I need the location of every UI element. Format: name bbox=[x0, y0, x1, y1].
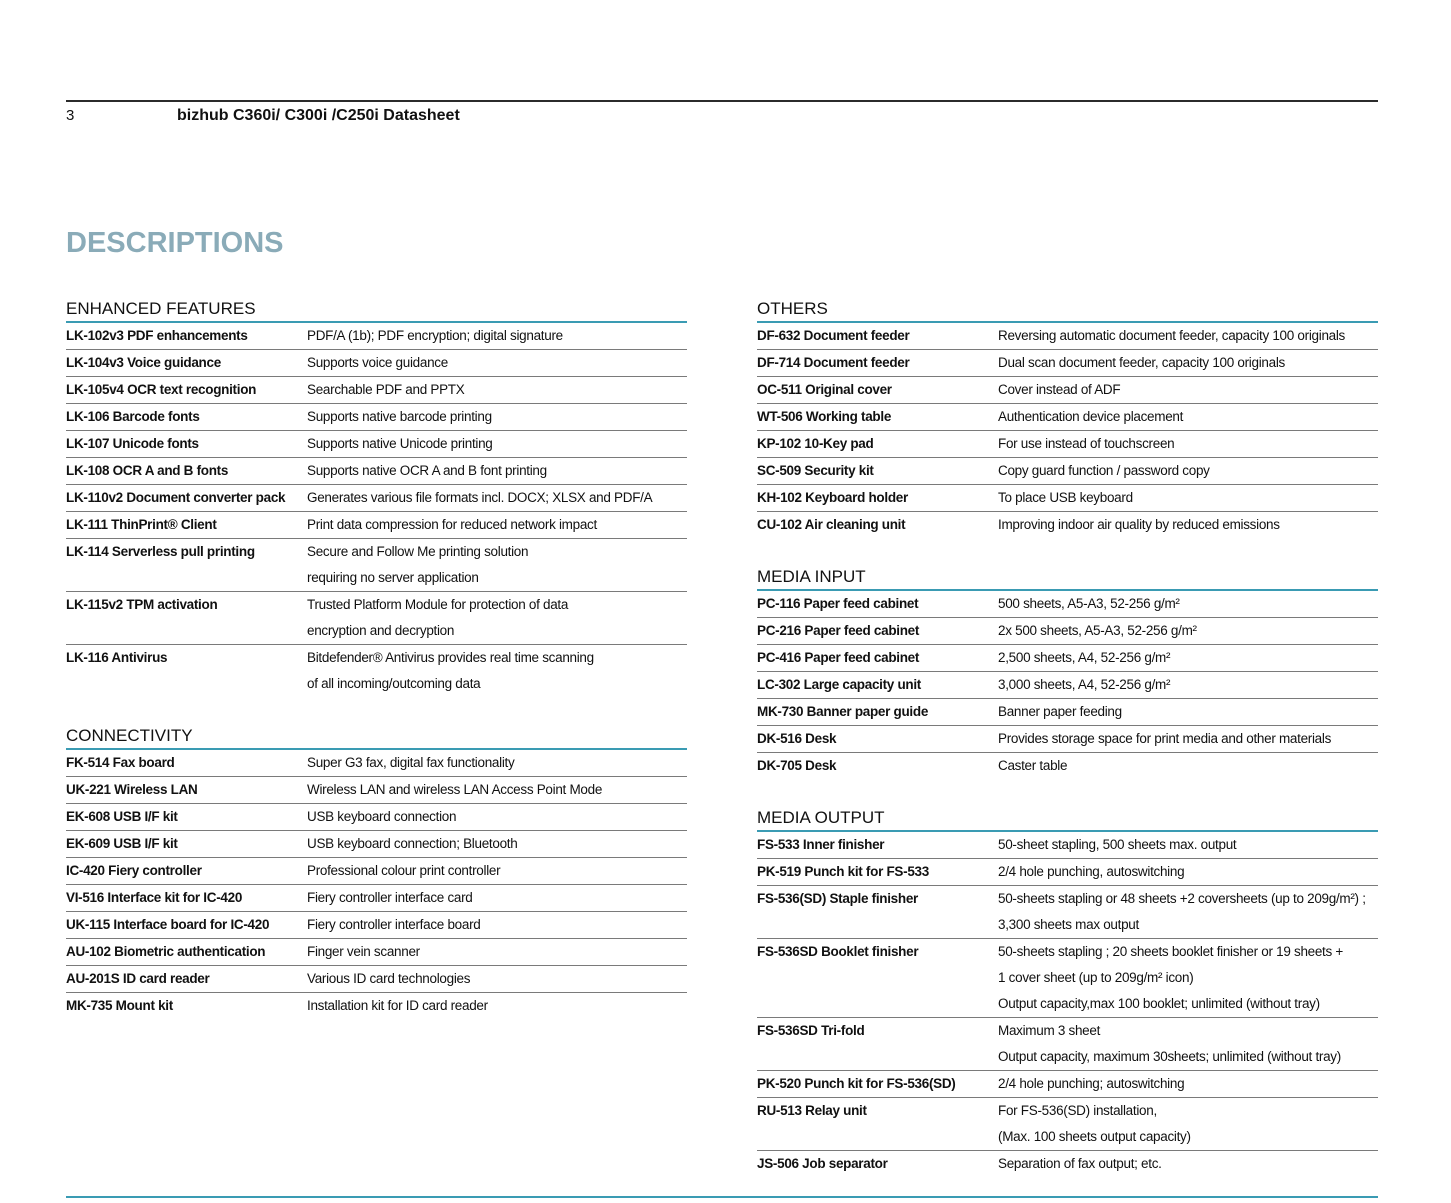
description-line: Banner paper feeding bbox=[998, 704, 1122, 719]
section-title: MEDIA INPUT bbox=[757, 564, 1378, 591]
option-name: UK-115 Interface board for IC-420 bbox=[66, 917, 270, 932]
option-description bbox=[998, 1151, 1378, 1177]
table-row bbox=[66, 539, 687, 592]
description-line: Finger vein scanner bbox=[307, 944, 420, 959]
table-row bbox=[66, 645, 687, 697]
option-name: LK-116 Antivirus bbox=[66, 650, 168, 665]
description-line: Supports native barcode printing bbox=[307, 409, 492, 424]
option-description bbox=[307, 831, 687, 857]
main-heading: DESCRIPTIONS bbox=[66, 227, 284, 259]
table-row bbox=[757, 672, 1378, 699]
table-row bbox=[66, 993, 687, 1019]
table-row bbox=[757, 323, 1378, 350]
section-others bbox=[757, 296, 1378, 538]
option-name: FS-533 Inner finisher bbox=[757, 837, 885, 852]
option-name: VI-516 Interface kit for IC-420 bbox=[66, 890, 243, 905]
option-description bbox=[307, 539, 687, 591]
option-description bbox=[307, 377, 687, 403]
table-row bbox=[66, 885, 687, 912]
description-line: 1 cover sheet (up to 209g/m² icon) bbox=[998, 970, 1194, 985]
description-line: Print data compression for reduced network impact bbox=[307, 517, 597, 532]
description-line: For FS-536(SD) installation, bbox=[998, 1103, 1157, 1118]
table-row bbox=[66, 750, 687, 777]
description-line: To place USB keyboard bbox=[998, 490, 1133, 505]
option-description bbox=[307, 323, 687, 349]
spec-table bbox=[757, 323, 1378, 538]
description-line: For use instead of touchscreen bbox=[998, 436, 1175, 451]
description-line: 50-sheet stapling, 500 sheets max. output bbox=[998, 837, 1237, 852]
option-description bbox=[998, 726, 1378, 752]
option-description bbox=[998, 886, 1378, 938]
description-line: Fiery controller interface board bbox=[307, 917, 481, 932]
table-row bbox=[757, 753, 1378, 779]
description-line: PDF/A (1b); PDF encryption; digital signature bbox=[307, 328, 563, 343]
option-name: DF-632 Document feeder bbox=[757, 328, 910, 343]
option-name: FS-536(SD) Staple finisher bbox=[757, 891, 918, 906]
table-row bbox=[757, 1151, 1378, 1177]
option-description bbox=[307, 485, 687, 511]
description-line: Output capacity, maximum 30sheets; unlimited (without tray) bbox=[998, 1049, 1341, 1064]
option-description bbox=[998, 591, 1378, 617]
option-description bbox=[307, 777, 687, 803]
description-line: 3,000 sheets, A4, 52-256 g/m² bbox=[998, 677, 1171, 692]
option-description bbox=[998, 431, 1378, 457]
option-description bbox=[307, 885, 687, 911]
option-name: DF-714 Document feeder bbox=[757, 355, 910, 370]
option-description bbox=[998, 350, 1378, 376]
description-line: 2,500 sheets, A4, 52-256 g/m² bbox=[998, 650, 1171, 665]
description-line: Trusted Platform Module for protection of data bbox=[307, 597, 569, 612]
option-name: PK-520 Punch kit for FS-536(SD) bbox=[757, 1076, 956, 1091]
option-description bbox=[307, 804, 687, 830]
table-row bbox=[66, 858, 687, 885]
description-line: 2/4 hole punching; autoswitching bbox=[998, 1076, 1185, 1091]
option-description bbox=[307, 939, 687, 965]
option-name: SC-509 Security kit bbox=[757, 463, 874, 478]
option-description bbox=[998, 1018, 1378, 1070]
table-row bbox=[66, 485, 687, 512]
section-media-input bbox=[757, 564, 1378, 779]
description-line: Secure and Follow Me printing solution bbox=[307, 544, 529, 559]
description-line: Separation of fax output; etc. bbox=[998, 1156, 1162, 1171]
table-row bbox=[757, 431, 1378, 458]
option-description bbox=[998, 939, 1378, 1017]
description-line: (Max. 100 sheets output capacity) bbox=[998, 1129, 1191, 1144]
option-name: PC-216 Paper feed cabinet bbox=[757, 623, 920, 638]
description-line: Supports voice guidance bbox=[307, 355, 448, 370]
option-description bbox=[307, 512, 687, 538]
option-name: LK-102v3 PDF enhancements bbox=[66, 328, 248, 343]
option-name: CU-102 Air cleaning unit bbox=[757, 517, 906, 532]
table-row bbox=[757, 1018, 1378, 1071]
table-row bbox=[66, 323, 687, 350]
option-name: KP-102 10-Key pad bbox=[757, 436, 874, 451]
description-line: Generates various file formats incl. DOCX; XLSX and PDF/A bbox=[307, 490, 653, 505]
table-row bbox=[757, 645, 1378, 672]
description-line: Dual scan document feeder, capacity 100 originals bbox=[998, 355, 1285, 370]
table-row bbox=[757, 1098, 1378, 1151]
description-line: 3,300 sheets max output bbox=[998, 917, 1139, 932]
section-title: MEDIA OUTPUT bbox=[757, 805, 1378, 832]
section-title: OTHERS bbox=[757, 296, 1378, 323]
option-description bbox=[307, 912, 687, 938]
option-name: MK-730 Banner paper guide bbox=[757, 704, 929, 719]
option-name: LK-106 Barcode fonts bbox=[66, 409, 200, 424]
option-description bbox=[307, 350, 687, 376]
description-line: Professional colour print controller bbox=[307, 863, 501, 878]
description-line: Output capacity,max 100 booklet; unlimited (without tray) bbox=[998, 996, 1320, 1011]
option-name: JS-506 Job separator bbox=[757, 1156, 888, 1171]
right-column bbox=[757, 296, 1378, 1203]
option-description bbox=[998, 404, 1378, 430]
document-title: bizhub C360i/ C300i /C250i Datasheet bbox=[177, 107, 460, 124]
description-line: USB keyboard connection; Bluetooth bbox=[307, 836, 518, 851]
option-name: AU-201S ID card reader bbox=[66, 971, 210, 986]
description-line: requiring no server application bbox=[307, 570, 479, 585]
option-name: LK-110v2 Document converter pack bbox=[66, 490, 286, 505]
table-row bbox=[66, 512, 687, 539]
option-description bbox=[998, 1098, 1378, 1150]
description-line: Various ID card technologies bbox=[307, 971, 471, 986]
option-description bbox=[307, 404, 687, 430]
option-name: LK-107 Unicode fonts bbox=[66, 436, 199, 451]
table-row bbox=[757, 699, 1378, 726]
description-line: Wireless LAN and wireless LAN Access Point Mode bbox=[307, 782, 603, 797]
option-description bbox=[998, 458, 1378, 484]
option-name: LK-114 Serverless pull printing bbox=[66, 544, 255, 559]
table-row bbox=[757, 485, 1378, 512]
option-name: EK-608 USB I/F kit bbox=[66, 809, 178, 824]
description-line: 2/4 hole punching, autoswitching bbox=[998, 864, 1185, 879]
description-line: Fiery controller interface card bbox=[307, 890, 473, 905]
option-name: KH-102 Keyboard holder bbox=[757, 490, 908, 505]
table-row bbox=[757, 726, 1378, 753]
table-row bbox=[66, 377, 687, 404]
section-media-output bbox=[757, 805, 1378, 1177]
table-row bbox=[66, 804, 687, 831]
table-row bbox=[66, 966, 687, 993]
description-line: 50-sheets stapling or 48 sheets +2 coversheets (up to 209g/m²) ; bbox=[998, 891, 1366, 906]
option-name: LK-108 OCR A and B fonts bbox=[66, 463, 229, 478]
option-description bbox=[998, 377, 1378, 403]
option-name: PC-416 Paper feed cabinet bbox=[757, 650, 920, 665]
option-description bbox=[998, 645, 1378, 671]
table-row bbox=[66, 777, 687, 804]
table-row bbox=[66, 831, 687, 858]
table-row bbox=[757, 350, 1378, 377]
table-row bbox=[757, 404, 1378, 431]
option-description bbox=[998, 672, 1378, 698]
option-name: MK-735 Mount kit bbox=[66, 998, 173, 1013]
option-description bbox=[307, 993, 687, 1019]
section-title: CONNECTIVITY bbox=[66, 723, 687, 750]
table-row bbox=[757, 618, 1378, 645]
left-column bbox=[66, 296, 687, 1045]
option-description bbox=[998, 1071, 1378, 1097]
option-name: PK-519 Punch kit for FS-533 bbox=[757, 864, 929, 879]
description-line: Caster table bbox=[998, 758, 1068, 773]
table-row bbox=[66, 431, 687, 458]
description-line: Installation kit for ID card reader bbox=[307, 998, 488, 1013]
spec-table bbox=[66, 750, 687, 1019]
option-description bbox=[998, 753, 1378, 779]
option-description bbox=[307, 966, 687, 992]
option-name: LC-302 Large capacity unit bbox=[757, 677, 922, 692]
option-description bbox=[998, 859, 1378, 885]
option-description bbox=[307, 750, 687, 776]
description-line: Bitdefender® Antivirus provides real time scanning bbox=[307, 650, 594, 665]
option-description bbox=[307, 458, 687, 484]
table-row bbox=[757, 1071, 1378, 1098]
option-description bbox=[998, 485, 1378, 511]
spec-table bbox=[757, 591, 1378, 779]
table-row bbox=[757, 591, 1378, 618]
spec-table bbox=[66, 323, 687, 697]
table-row bbox=[66, 912, 687, 939]
option-description bbox=[307, 431, 687, 457]
option-description bbox=[998, 618, 1378, 644]
description-line: of all incoming/outcoming data bbox=[307, 676, 481, 691]
header-rule bbox=[66, 100, 1378, 102]
page-number: 3 bbox=[66, 107, 75, 124]
description-line: Supports native Unicode printing bbox=[307, 436, 493, 451]
table-row bbox=[66, 350, 687, 377]
description-line: encryption and decryption bbox=[307, 623, 455, 638]
option-description bbox=[307, 858, 687, 884]
option-name: FS-536SD Booklet finisher bbox=[757, 944, 919, 959]
description-line: Supports native OCR A and B font printing bbox=[307, 463, 547, 478]
option-name: DK-705 Desk bbox=[757, 758, 837, 773]
description-line: Copy guard function / password copy bbox=[998, 463, 1210, 478]
table-row bbox=[66, 939, 687, 966]
section-title: ENHANCED FEATURES bbox=[66, 296, 687, 323]
description-line: Cover instead of ADF bbox=[998, 382, 1121, 397]
option-name: WT-506 Working table bbox=[757, 409, 892, 424]
table-row bbox=[757, 458, 1378, 485]
option-name: LK-105v4 OCR text recognition bbox=[66, 382, 257, 397]
description-line: Searchable PDF and PPTX bbox=[307, 382, 465, 397]
table-row bbox=[757, 377, 1378, 404]
spec-table bbox=[757, 832, 1378, 1177]
section-enhanced-features bbox=[66, 296, 687, 697]
table-row bbox=[757, 886, 1378, 939]
option-description bbox=[307, 592, 687, 644]
footer-rule bbox=[66, 1196, 1378, 1198]
description-line: Improving indoor air quality by reduced emissions bbox=[998, 517, 1280, 532]
description-line: Maximum 3 sheet bbox=[998, 1023, 1101, 1038]
description-line: Reversing automatic document feeder, capacity 100 originals bbox=[998, 328, 1346, 343]
description-line: 500 sheets, A5-A3, 52-256 g/m² bbox=[998, 596, 1180, 611]
table-row bbox=[757, 859, 1378, 886]
description-line: 50-sheets stapling ; 20 sheets booklet finisher or 19 sheets + bbox=[998, 944, 1343, 959]
option-description bbox=[998, 512, 1378, 538]
table-row bbox=[757, 939, 1378, 1018]
description-line: 2x 500 sheets, A5-A3, 52-256 g/m² bbox=[998, 623, 1197, 638]
option-name: OC-511 Original cover bbox=[757, 382, 892, 397]
description-line: Authentication device placement bbox=[998, 409, 1184, 424]
option-name: AU-102 Biometric authentication bbox=[66, 944, 266, 959]
option-description bbox=[998, 699, 1378, 725]
description-line: Super G3 fax, digital fax functionality bbox=[307, 755, 515, 770]
table-row bbox=[66, 458, 687, 485]
table-row bbox=[757, 512, 1378, 538]
option-description bbox=[998, 323, 1378, 349]
option-name: FS-536SD Tri-fold bbox=[757, 1023, 865, 1038]
option-description bbox=[998, 832, 1378, 858]
option-name: LK-111 ThinPrint® Client bbox=[66, 517, 217, 532]
option-name: FK-514 Fax board bbox=[66, 755, 175, 770]
option-name: PC-116 Paper feed cabinet bbox=[757, 596, 919, 611]
option-name: UK-221 Wireless LAN bbox=[66, 782, 198, 797]
table-row bbox=[66, 592, 687, 645]
option-name: RU-513 Relay unit bbox=[757, 1103, 867, 1118]
table-row bbox=[757, 832, 1378, 859]
option-name: EK-609 USB I/F kit bbox=[66, 836, 178, 851]
table-row bbox=[66, 404, 687, 431]
description-line: USB keyboard connection bbox=[307, 809, 457, 824]
section-connectivity bbox=[66, 723, 687, 1019]
option-name: IC-420 Fiery controller bbox=[66, 863, 202, 878]
option-description bbox=[307, 645, 687, 697]
option-name: LK-115v2 TPM activation bbox=[66, 597, 218, 612]
description-line: Provides storage space for print media and other materials bbox=[998, 731, 1332, 746]
option-name: LK-104v3 Voice guidance bbox=[66, 355, 221, 370]
option-name: DK-516 Desk bbox=[757, 731, 837, 746]
